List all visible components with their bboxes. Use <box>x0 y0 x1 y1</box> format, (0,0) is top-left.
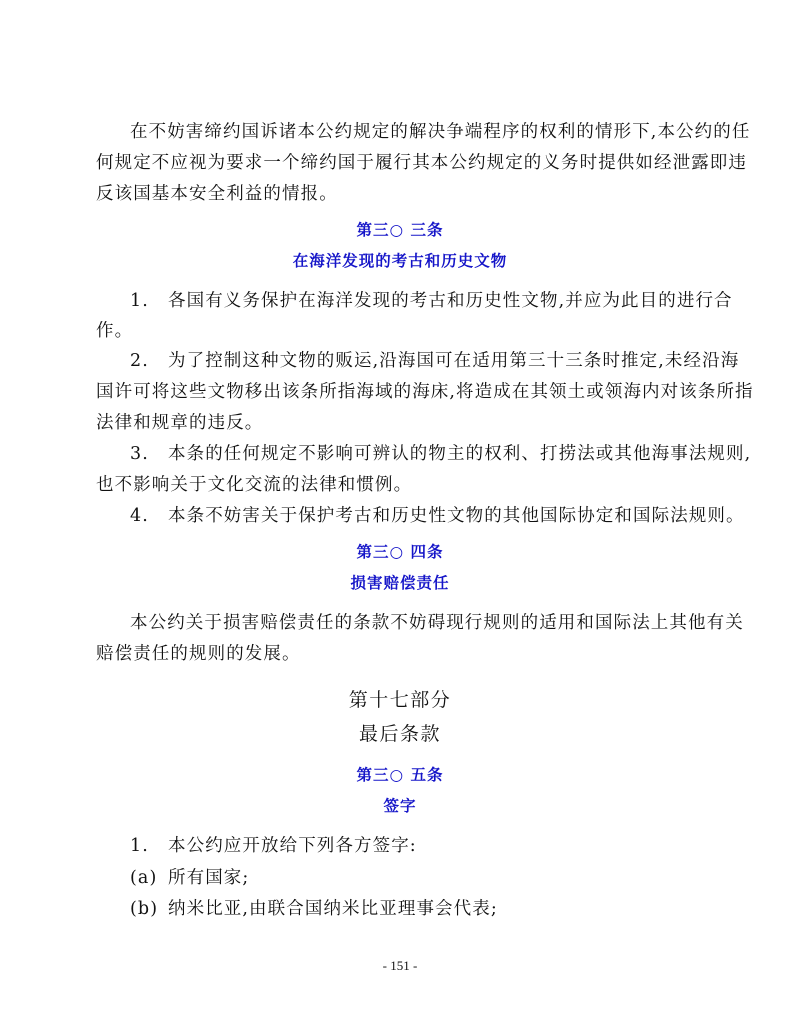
paragraph-line: 反该国基本安全利益的情报。 <box>96 184 338 204</box>
article-title: 签字 <box>383 797 417 815</box>
item-number: 1. <box>130 836 149 856</box>
paragraph-line: 在不妨害缔约国诉诸本公约规定的解决争端程序的权利的情形下,本公约的任 <box>130 122 751 142</box>
item-text: 本条的任何规定不影响可辨认的物主的权利、打捞法或其他海事法规则, <box>168 444 752 464</box>
item-text: 本条不妨害关于保护考古和历史性文物的其他国际协定和国际法规则。 <box>168 506 745 526</box>
item-text: 本公约应开放给下列各方签字: <box>168 836 417 856</box>
item-text: 纳米比亚,由联合国纳米比亚理事会代表; <box>168 899 498 919</box>
list-item <box>130 898 706 920</box>
paragraph-line: 也不影响关于文化交流的法律和惯例。 <box>96 475 413 495</box>
list-item <box>130 867 706 889</box>
article-title: 损害赔偿责任 <box>350 574 450 592</box>
page-number: - 151 - <box>382 958 418 973</box>
paragraph-line: 本公约关于损害赔偿责任的条款不妨碍现行规则的适用和国际法上其他有关 <box>130 613 744 633</box>
item-number: 4. <box>130 506 149 526</box>
paragraph-line <box>130 835 706 857</box>
paragraph-line <box>130 505 745 527</box>
paragraph-line: 赔偿责任的规则的发展。 <box>96 644 301 664</box>
article-number: 第三○ 四条 <box>356 543 444 561</box>
paragraph-line <box>130 290 733 312</box>
article-number: 第三○ 三条 <box>356 221 444 239</box>
article-title: 在海洋发现的考古和历史文物 <box>292 252 508 270</box>
paragraph-line: 作。 <box>96 321 134 341</box>
item-number: 3. <box>130 444 149 464</box>
paragraph-line <box>130 443 752 465</box>
item-label: (b) <box>130 899 159 919</box>
part-number: 第十七部分 <box>348 689 452 711</box>
paragraph-line: 法律和规章的违反。 <box>96 413 264 433</box>
paragraph-line: 国许可将这些文物移出该条所指海域的海床,将造成在其领土或领海内对该条所指 <box>96 382 754 402</box>
item-text: 各国有义务保护在海洋发现的考古和历史性文物,并应为此目的进行合 <box>168 291 733 311</box>
item-text: 所有国家; <box>168 868 250 888</box>
item-text: 为了控制这种文物的贩运,沿海国可在适用第三十三条时推定,未经沿海 <box>168 351 740 371</box>
part-title: 最后条款 <box>358 723 441 745</box>
paragraph-line: 何规定不应视为要求一个缔约国于履行其本公约规定的义务时提供如经泄露即违 <box>96 153 747 173</box>
item-number: 1. <box>130 291 149 311</box>
article-number: 第三○ 五条 <box>356 766 444 784</box>
item-label: (a) <box>130 868 158 888</box>
item-number: 2. <box>130 351 149 371</box>
paragraph-line <box>130 350 740 372</box>
